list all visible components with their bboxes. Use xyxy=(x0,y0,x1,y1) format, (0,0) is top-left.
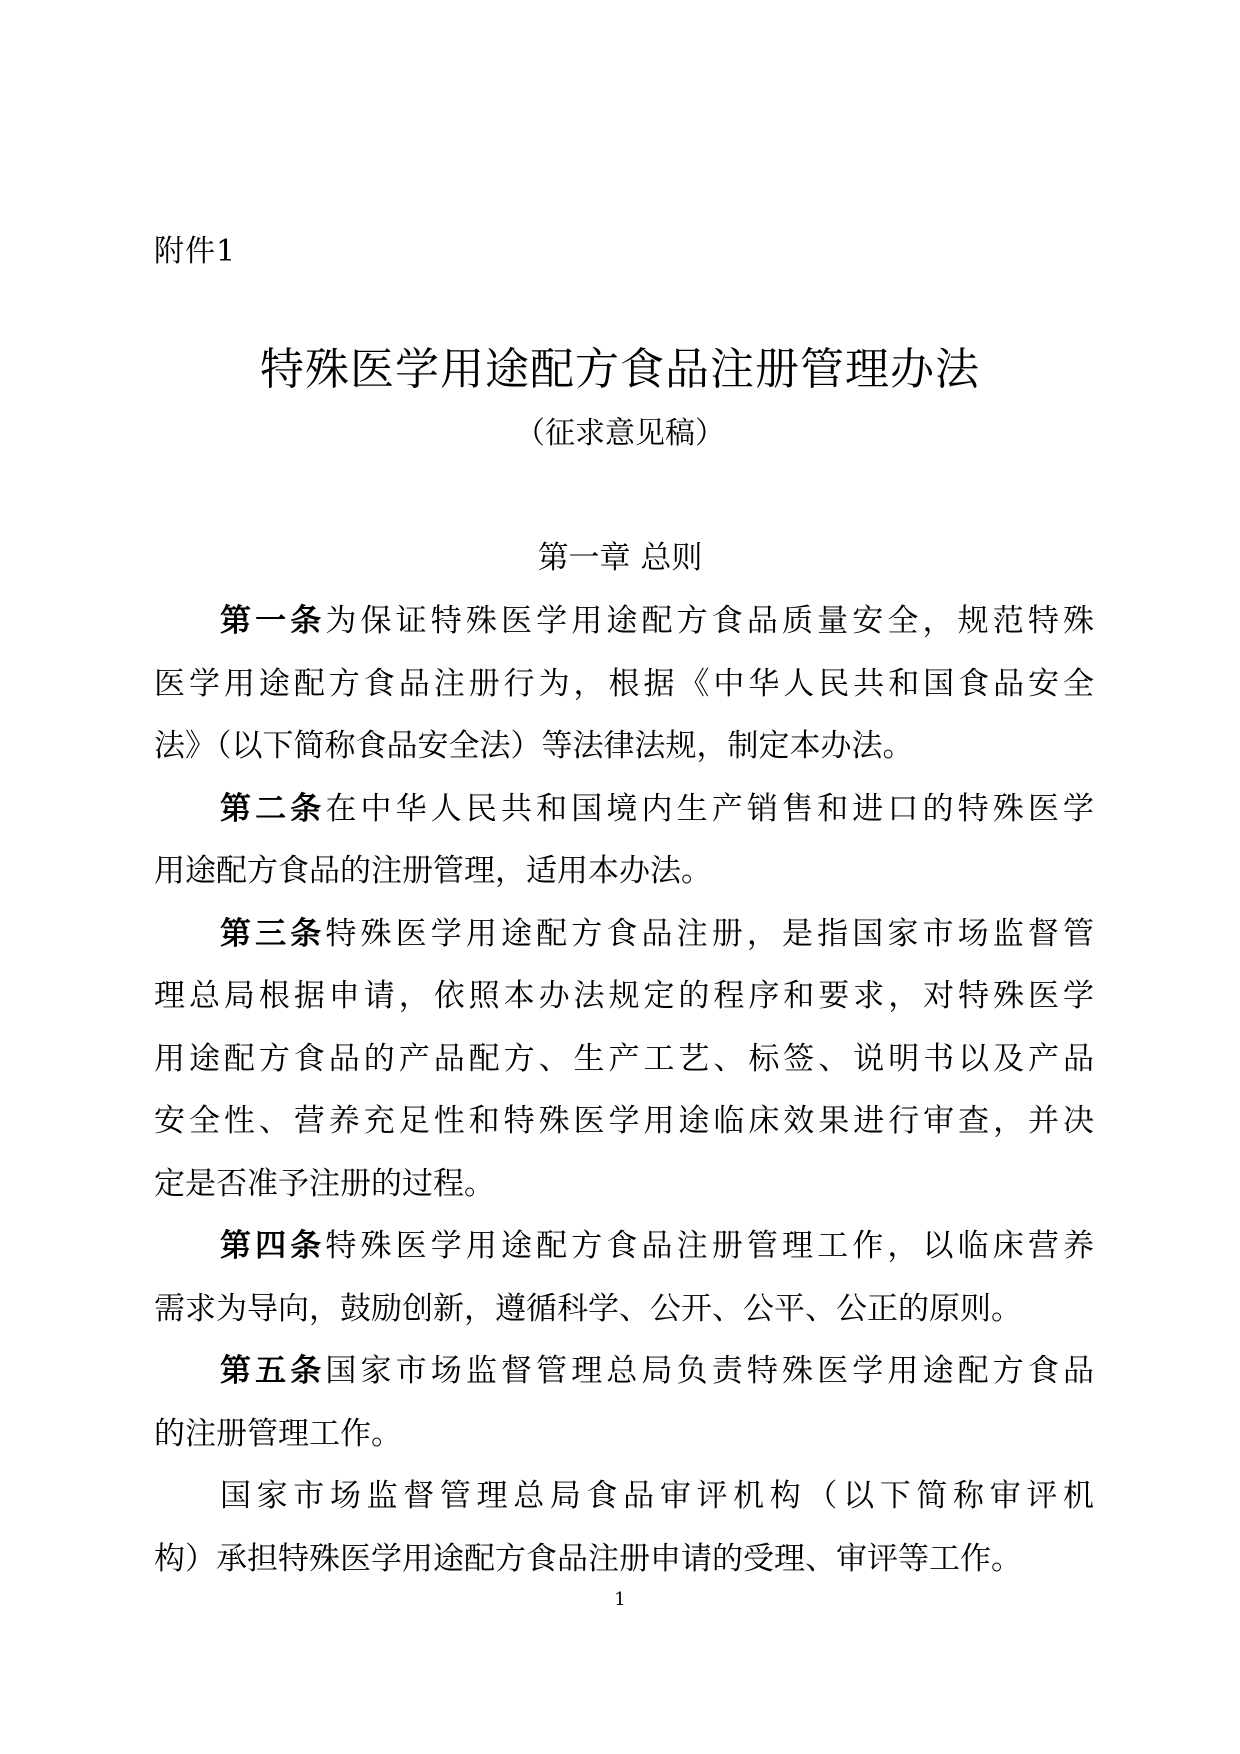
article-5-text-1: 国家市场监督管理总局负责特殊医学用途配方食品 xyxy=(325,1353,1094,1389)
article-3-line-4: 安全性、营养充足性和特殊医学用途临床效果进行审查，并决 xyxy=(154,1103,1094,1139)
article-1-line-2: 医学用途配方食品注册行为，根据《中华人民共和国食品安全 xyxy=(154,665,1094,702)
article-1-line-3: 法》（以下简称食品安全法）等法律法规，制定本办法。 xyxy=(154,728,914,764)
article-3-text-1: 特殊医学用途配方食品注册，是指国家市场监督管 xyxy=(325,915,1094,952)
article-2-text-1: 在中华人民共和国境内生产销售和进口的特殊医学 xyxy=(325,790,1094,827)
article-2-line-2: 用途配方食品的注册管理，适用本办法。 xyxy=(154,853,712,889)
article-3-line-5: 定是否准予注册的过程。 xyxy=(154,1165,495,1202)
article-4-label: 第四条 xyxy=(220,1228,326,1264)
article-4-text-1: 特殊医学用途配方食品注册管理工作，以临床营养 xyxy=(325,1228,1094,1264)
article-5-line-2: 的注册管理工作。 xyxy=(154,1415,402,1452)
article-1-label: 第一条 xyxy=(220,603,326,639)
article-2-label: 第二条 xyxy=(220,790,326,827)
document-body xyxy=(154,590,1094,1590)
document-subtitle: （征求意见稿） xyxy=(515,416,725,451)
attachment-prefix: 附件 xyxy=(154,234,216,269)
article-1-text-1: 为保证特殊医学用途配方食品质量安全，规范特殊 xyxy=(325,603,1094,639)
article-3-line-1 xyxy=(154,903,1094,966)
article-3-label: 第三条 xyxy=(220,915,326,952)
article-3-line-3: 用途配方食品的产品配方、生产工艺、标签、说明书以及产品 xyxy=(154,1040,1094,1077)
article-4-line-1 xyxy=(154,1215,1094,1278)
attachment-number: 1 xyxy=(216,234,237,269)
article-3-line-2: 理总局根据申请，依照本办法规定的程序和要求，对特殊医学 xyxy=(154,978,1094,1014)
article-5-para-2-line-2: 构）承担特殊医学用途配方食品注册申请的受理、审评等工作。 xyxy=(154,1540,1022,1577)
article-5-para-2-line-1: 国家市场监督管理总局食品审评机构（以下简称审评机 xyxy=(220,1478,1094,1514)
attachment-label xyxy=(154,232,236,272)
document-title: 特殊医学用途配方食品注册管理办法 xyxy=(260,344,980,395)
article-4-line-2: 需求为导向，鼓励创新，遵循科学、公开、公平、公正的原则。 xyxy=(154,1290,1022,1327)
chapter-heading: 第一章 总则 xyxy=(537,540,703,576)
article-5-line-1 xyxy=(154,1340,1094,1403)
article-1-line-1 xyxy=(154,590,1094,653)
page-number: 1 xyxy=(614,1589,626,1610)
article-2-line-1 xyxy=(154,778,1094,841)
article-5-label: 第五条 xyxy=(220,1353,326,1389)
